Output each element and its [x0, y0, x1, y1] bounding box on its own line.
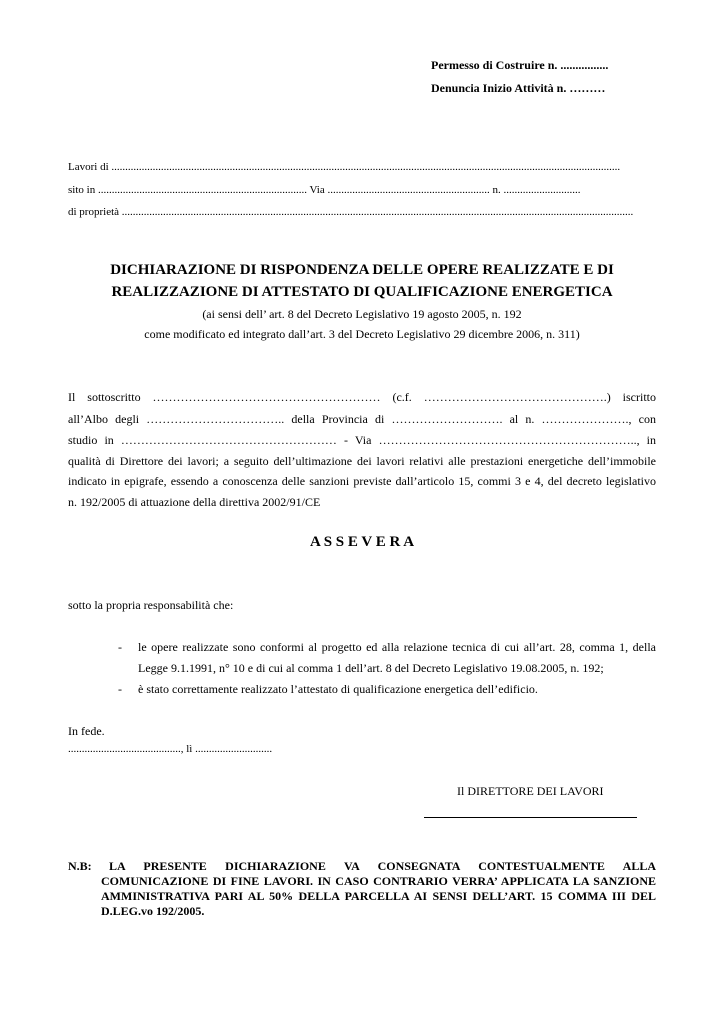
denuncia-inizio-attivita: Denuncia Inizio Attività n. ……… — [431, 81, 606, 95]
nb-line-4: D.LEG.vo 192/2005. — [101, 904, 205, 918]
list-item-1-line-1: le opere realizzate sono conformi al progetto ed alla relazione tecnica di cui all’art. 28, comma 1, della — [138, 640, 656, 654]
place-date-line: ........................................., lì ............................ — [68, 743, 273, 755]
list-item-1-dash: - — [118, 640, 122, 654]
body-line-4: qualità di Direttore dei lavori; a seguito dell’ultimazione dei lavori relativi alle prestazioni energetiche dell’immobile — [68, 454, 656, 468]
title-line-1: DICHIARAZIONE DI RISPONDENZA DELLE OPERE REALIZZATE E DI — [110, 262, 614, 278]
in-fede: In fede. — [68, 724, 105, 738]
subtitle-line-2: come modificato ed integrato dall’art. 3 del Decreto Legislativo 29 dicembre 2006, n. 311) — [144, 327, 580, 341]
responsabilita-text: sotto la propria responsabilità che: — [68, 598, 234, 612]
assevera-heading: A S S E V E R A — [309, 534, 415, 550]
nb-line-2: COMUNICAZIONE DI FINE LAVORI. IN CASO CONTRARIO VERRA’ APPLICATA LA SANZIONE — [101, 874, 656, 888]
nb-line-3: AMMINISTRATIVA PARI AL 50% DELLA PARCELLA AI SENSI DELL’ART. 15 COMMA III DEL — [101, 889, 656, 903]
nb-line-1: LA PRESENTE DICHIARAZIONE VA CONSEGNATA CONTESTUALMENTE ALLA — [109, 859, 656, 873]
field-proprieta: di proprietà .......................................................................................................................................................................................... — [68, 206, 634, 218]
list-item-2-line-1: è stato correttamente realizzato l’attestato di qualificazione energetica dell’edificio. — [138, 682, 538, 696]
direttore-lavori-label: Il DIRETTORE DEI LAVORI — [457, 784, 604, 798]
field-sito: sito in ............................................................................ Via ........................................................... n. ............................ — [68, 184, 581, 196]
list-item-1-line-2: Legge 9.1.1991, n° 10 e di cui al comma 1 dell’art. 8 del Decreto Legislativo 19.08.2005, n. 192; — [138, 661, 604, 675]
field-lavori: Lavori di ......................................................................................................................................................................................... — [68, 161, 621, 173]
body-line-5: indicato in epigrafe, essendo a conoscenza delle sanzioni previste dall’articolo 15, commi 3 e 4, del decreto legislativo — [68, 474, 656, 488]
title-line-2: REALIZZAZIONE DI ATTESTATO DI QUALIFICAZIONE ENERGETICA — [111, 284, 613, 300]
nb-label: N.B: — [68, 859, 92, 873]
body-line-1: Il sottoscritto ………………………………………………… (c.f. ……………………………………….) iscritto — [68, 390, 656, 404]
subtitle-line-1: (ai sensi dell’ art. 8 del Decreto Legislativo 19 agosto 2005, n. 192 — [202, 307, 522, 321]
permesso-costruire: Permesso di Costruire n. ................ — [431, 58, 609, 72]
body-line-6: n. 192/2005 di attuazione della direttiva 2002/91/CE — [68, 495, 321, 509]
signature-line — [424, 817, 637, 818]
list-item-2-dash: - — [118, 682, 122, 696]
body-line-2: all’Albo degli …………………………….. della Provincia di ………………………. al n. …………………., con — [68, 412, 656, 426]
body-line-3: studio in ……………………………………………… - Via ……………………………………………………….., in — [68, 433, 656, 447]
